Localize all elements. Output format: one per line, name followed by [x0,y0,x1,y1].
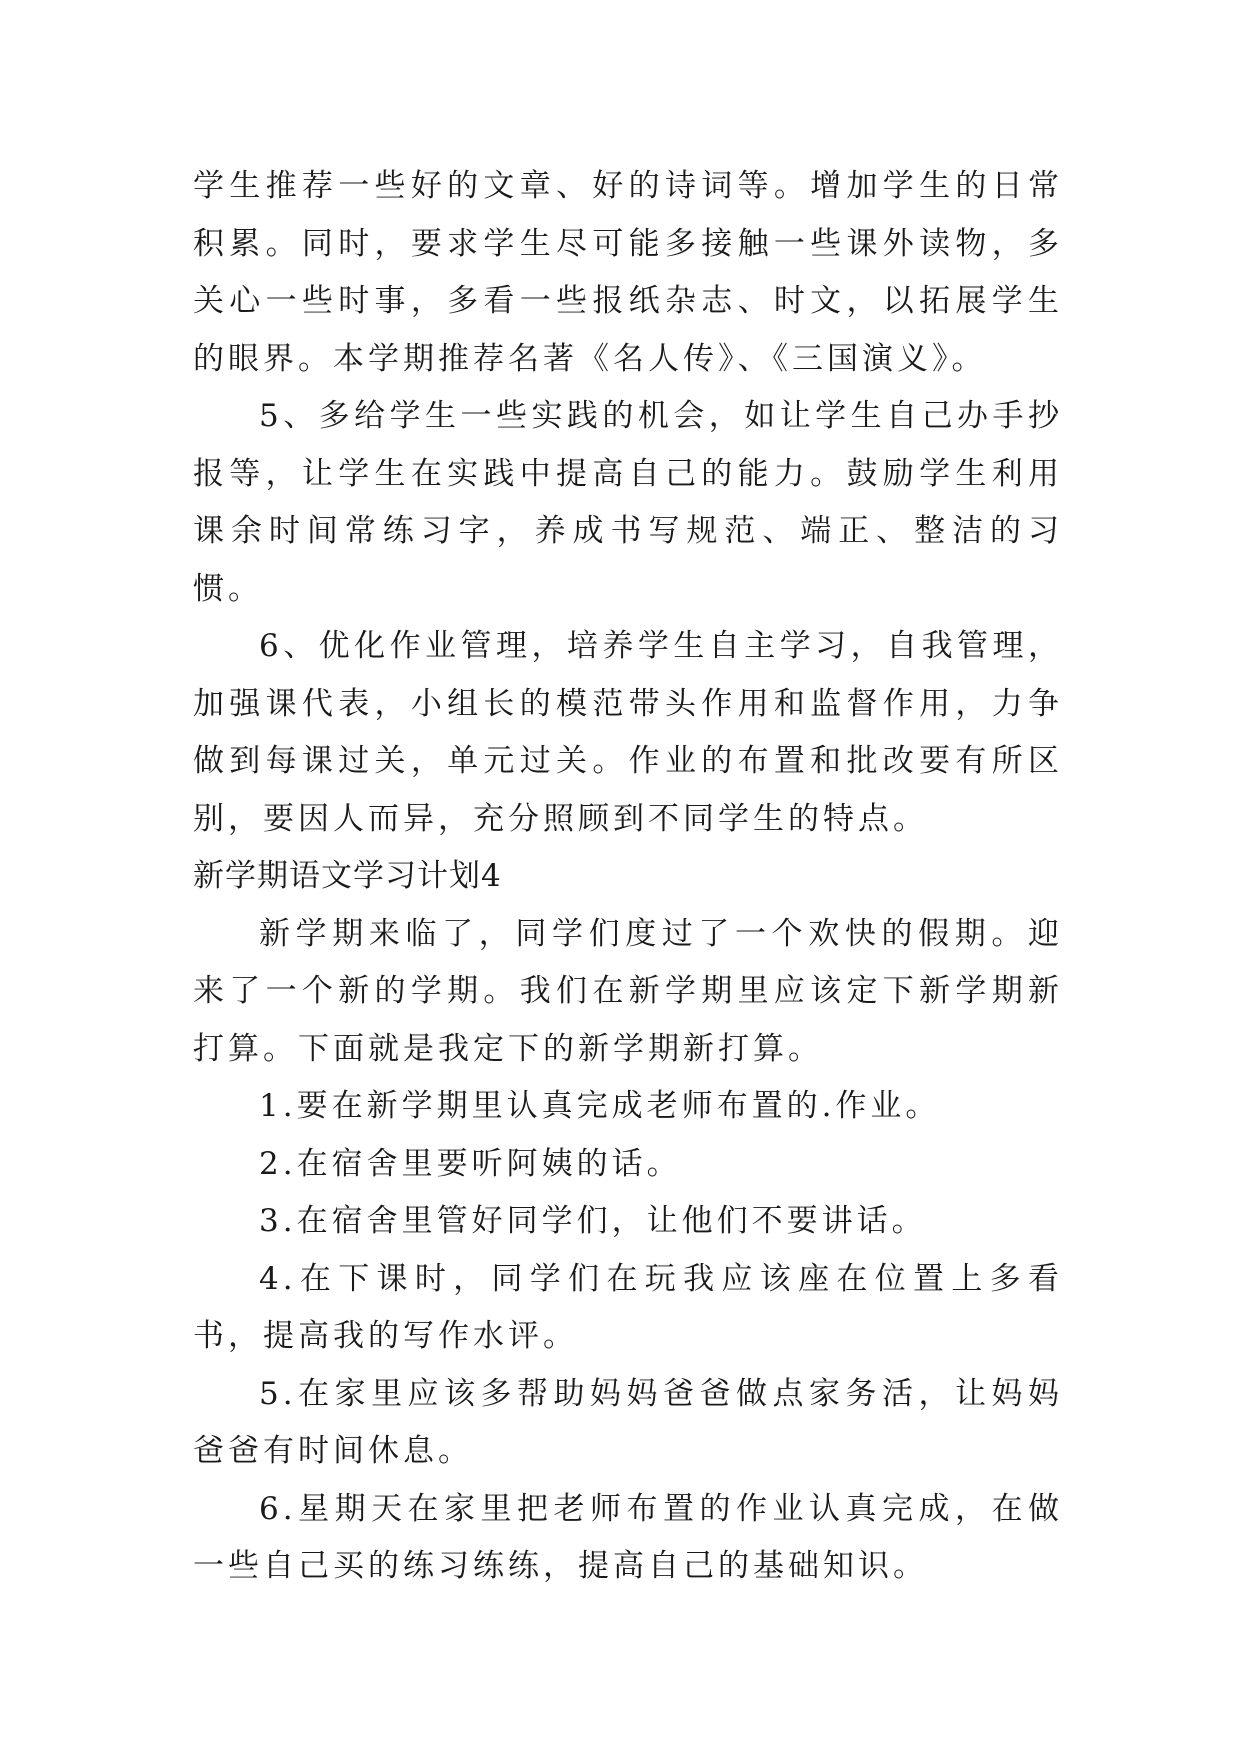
plan-item-6: 6.星期天在家里把老师布置的作业认真完成，在做一些自己买的练习练练，提高自己的基础知识。 [193,1490,1063,1584]
paragraph-continued: 学生推荐一些好的文章、好的诗词等。增加学生的日常积累。同时，要求学生尽可能多接触一些课外读物，多关心一些时事，多看一些报纸杂志、时文，以拓展学生的眼界。本学期推荐名著《名人传》、《三国演义》。 [193,168,1063,377]
plan-item-4: 4.在下课时，同学们在玩我应该座在位置上多看书，提高我的写作水评。 [193,1260,1063,1354]
paragraph-item-5: 5、多给学生一些实践的机会，如让学生自己办手抄报等，让学生在实践中提高自己的能力。鼓励学生利用课余时间常练习字，养成书写规范、端正、整洁的习惯。 [193,398,1063,607]
document-body [193,158,1063,1596]
plan-item-3: 3.在宿舍里管好同学们，让他们不要讲话。 [259,1203,927,1239]
plan-item-5: 5.在家里应该多帮助妈妈爸爸做点家务活，让妈妈爸爸有时间休息。 [193,1375,1063,1469]
section-intro-paragraph: 新学期来临了，同学们度过了一个欢快的假期。迎来了一个新的学期。我们在新学期里应该定下新学期新打算。下面就是我定下的新学期新打算。 [193,915,1063,1067]
section-title: 新学期语文学习计划4 [193,858,502,894]
plan-item-1: 1.要在新学期里认真完成老师布置的.作业。 [259,1088,941,1124]
paragraph-item-6: 6、优化作业管理，培养学生自主学习，自我管理，加强课代表，小组长的模范带头作用和监督作用，力争做到每课过关，单元过关。作业的布置和批改要有所区别，要因人而异，充分照顾到不同学生的特点。 [193,628,1063,837]
plan-item-2: 2.在宿舍里要听阿姨的话。 [259,1145,682,1182]
